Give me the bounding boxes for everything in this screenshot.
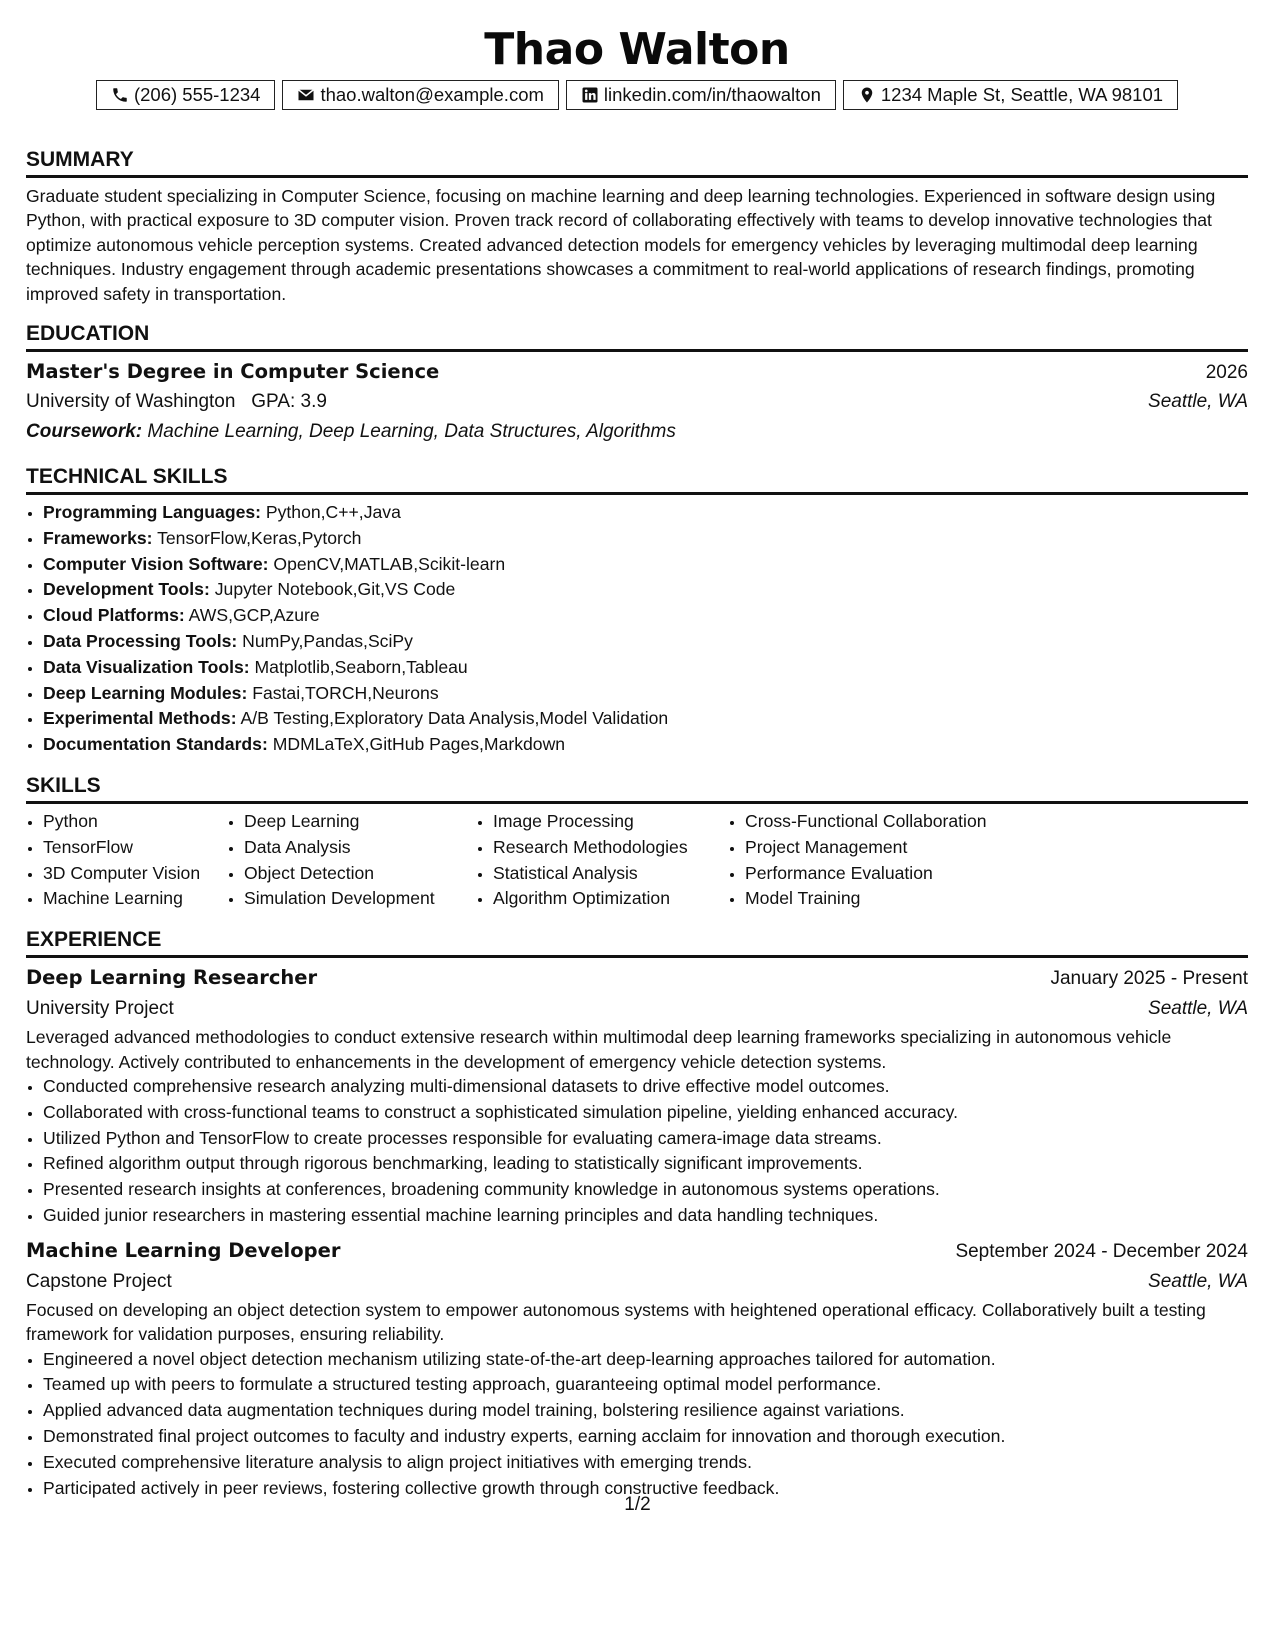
resume-page — [26, 0, 1248, 1501]
experience-section — [26, 928, 1248, 1501]
list-item: • Engineered a novel object detection mechanism utilizing state-of-the-art deep-learning approaches tailored for automation. — [43, 1347, 1248, 1373]
list-item: • Algorithm Optimization — [493, 886, 728, 912]
list-item: • Cross-Functional Collaboration — [745, 809, 1045, 835]
skill-label: Frameworks: — [43, 527, 153, 548]
list-item: • Simulation Development — [244, 886, 476, 912]
job-bullets — [26, 1347, 1248, 1502]
technical-skills-heading: TECHNICAL SKILLS — [26, 465, 1248, 495]
technical-skills-list — [26, 500, 1248, 758]
education-section — [26, 322, 1248, 447]
list-item: • Statistical Analysis — [493, 861, 728, 887]
job-summary: Leveraged advanced methodologies to conduct extensive research within multimodal deep learning frameworks specializing in autonomous vehicle technology. Actively contributed to enhancements in the development of emergency vehicle detection systems. — [26, 1027, 1172, 1072]
email-contact[interactable] — [282, 80, 558, 110]
skill-value: Python,C++,Java — [265, 502, 401, 523]
contact-bar — [26, 80, 1248, 110]
list-item: • Image Processing — [493, 809, 728, 835]
list-item: • Refined algorithm output through rigorous benchmarking, leading to statistically significant improvements. — [43, 1151, 1248, 1177]
list-item: • Object Detection — [244, 861, 476, 887]
skills-heading: SKILLS — [26, 774, 1248, 804]
address-contact[interactable] — [843, 80, 1178, 110]
skill-label: Data Processing Tools: — [43, 631, 238, 652]
skills-column — [227, 809, 476, 912]
map-marker-icon — [858, 86, 876, 104]
job-bullets — [26, 1074, 1248, 1229]
job-title: Deep Learning Researcher — [26, 966, 318, 990]
email-text: thao.walton@example.com — [320, 84, 544, 105]
list-item: • Guided junior researchers in mastering essential machine learning principles and data handling techniques. — [43, 1203, 1248, 1229]
list-item — [43, 577, 1248, 603]
list-item: • Project Management — [745, 835, 1045, 861]
skill-label: Development Tools: — [43, 579, 210, 600]
summary-heading: SUMMARY — [26, 148, 1248, 178]
list-item — [43, 655, 1248, 681]
list-item: • Executed comprehensive literature analysis to align project initiatives with emerging trends. — [43, 1450, 1248, 1476]
candidate-name: Thao Walton — [484, 24, 790, 75]
job-dates: January 2025 - Present — [1050, 968, 1248, 990]
list-item: • Demonstrated final project outcomes to faculty and industry experts, earning acclaim for innovation and thorough execution. — [43, 1424, 1248, 1450]
skill-label: Cloud Platforms: — [43, 605, 185, 626]
job-organization: Capstone Project — [26, 1270, 172, 1292]
skills-grid — [26, 809, 1248, 912]
list-item — [43, 706, 1248, 732]
skills-column — [728, 809, 1045, 912]
address-text: 1234 Maple St, Seattle, WA 98101 — [880, 84, 1164, 105]
list-item: • Collaborated with cross-functional teams to construct a sophisticated simulation pipeline, yielding enhanced accuracy. — [43, 1100, 1248, 1126]
list-item: • Presented research insights at conferences, broadening community knowledge in autonomous systems operations. — [43, 1177, 1248, 1203]
skill-label: Computer Vision Software: — [43, 553, 269, 574]
job-header-row — [26, 1237, 1248, 1266]
linkedin-contact[interactable] — [566, 80, 836, 110]
skill-value: A/B Testing,Exploratory Data Analysis,Model Validation — [240, 708, 669, 729]
job-dates: September 2024 - December 2024 — [955, 1240, 1248, 1262]
school-name: University of Washington — [26, 391, 236, 413]
coursework-label: Coursework: — [26, 421, 143, 443]
degree-title: Master's Degree in Computer Science — [26, 360, 440, 384]
skill-value: AWS,GCP,Azure — [188, 605, 320, 626]
skill-value: MDMLaTeX,GitHub Pages,Markdown — [272, 734, 566, 755]
job-summary: Focused on developing an object detection system to empower autonomous systems with heightened operational efficacy. Collaboratively built a testing framework for validation purposes, ensuring reliability. — [26, 1299, 1206, 1345]
list-item: • Utilized Python and TensorFlow to create processes responsible for evaluating camera-image data streams. — [43, 1126, 1248, 1152]
envelope-icon — [297, 86, 315, 104]
list-item: • Model Training — [745, 886, 1045, 912]
coursework-line — [26, 417, 1248, 447]
graduation-year: 2026 — [1205, 362, 1248, 384]
education-heading: EDUCATION — [26, 322, 1248, 352]
job-org-row — [26, 1266, 1248, 1298]
technical-skills-section — [26, 465, 1248, 758]
skill-label: Experimental Methods: — [43, 708, 237, 729]
phone-text: (206) 555-1234 — [133, 84, 261, 105]
skill-value: NumPy,Pandas,SciPy — [242, 631, 413, 652]
list-item: • Performance Evaluation — [745, 861, 1045, 887]
list-item — [43, 552, 1248, 578]
linkedin-text: linkedin.com/in/thaowalton — [603, 84, 821, 105]
list-item: • Deep Learning — [244, 809, 476, 835]
skill-value: Fastai,TORCH,Neurons — [252, 682, 439, 703]
phone-contact[interactable] — [96, 80, 276, 110]
job-location: Seattle, WA — [1148, 998, 1248, 1020]
list-item — [43, 603, 1248, 629]
education-school-row — [26, 387, 1248, 417]
skill-label: Data Visualization Tools: — [43, 656, 250, 677]
list-item: • 3D Computer Vision — [43, 861, 227, 887]
linkedin-icon — [581, 86, 599, 104]
summary-section — [26, 148, 1248, 306]
list-item: • Research Methodologies — [493, 835, 728, 861]
skill-value: Jupyter Notebook,Git,VS Code — [214, 579, 456, 600]
list-item — [43, 732, 1248, 758]
skills-column — [476, 809, 728, 912]
gpa: GPA: 3.9 — [251, 391, 327, 413]
list-item — [43, 500, 1248, 526]
list-item: • Applied advanced data augmentation techniques during model training, bolstering resilience against variations. — [43, 1398, 1248, 1424]
school-line — [26, 387, 327, 417]
school-location: Seattle, WA — [1148, 391, 1248, 413]
coursework-list: Machine Learning, Deep Learning, Data Structures, Algorithms — [147, 421, 676, 443]
list-item — [43, 526, 1248, 552]
list-item: • Conducted comprehensive research analyzing multi-dimensional datasets to drive effective model outcomes. — [43, 1074, 1248, 1100]
skills-section — [26, 774, 1248, 912]
education-degree-row — [26, 358, 1248, 387]
skill-value: OpenCV,MATLAB,Scikit-learn — [273, 553, 506, 574]
list-item: • TensorFlow — [43, 835, 227, 861]
summary-text: Graduate student specializing in Computer Science, focusing on machine learning and deep learning technologies. Experienced in software design using Python, with practical exposure to 3D computer vision. Proven track record of collaborating effectively with teams to develop innovative technologies that optimize autonomous vehicle perception systems. Created advanced detection models for emergency vehicles by leveraging multimodal deep learning techniques. Industry engagement through academic presentations showcases a commitment to real-world applications of research findings, promoting improved safety in transportation. — [26, 186, 1216, 304]
job-header-row — [26, 964, 1248, 993]
phone-icon — [111, 86, 129, 104]
list-item: • Machine Learning — [43, 886, 227, 912]
job-location: Seattle, WA — [1148, 1270, 1248, 1292]
skill-label: Deep Learning Modules: — [43, 682, 248, 703]
list-item: • Data Analysis — [244, 835, 476, 861]
skills-column — [26, 809, 227, 912]
skill-value: TensorFlow,Keras,Pytorch — [157, 527, 362, 548]
job-title: Machine Learning Developer — [26, 1238, 341, 1262]
list-item: • Teamed up with peers to formulate a structured testing approach, guaranteeing optimal model performance. — [43, 1372, 1248, 1398]
job-entry — [26, 964, 1248, 1229]
job-organization: University Project — [26, 998, 174, 1020]
list-item — [43, 629, 1248, 655]
experience-heading: EXPERIENCE — [26, 928, 1248, 958]
list-item: • Participated actively in peer reviews, fostering collective growth through constructive feedback. — [43, 1476, 1248, 1502]
job-org-row — [26, 993, 1248, 1025]
skill-value: Matplotlib,Seaborn,Tableau — [254, 656, 468, 677]
skill-label: Programming Languages: — [43, 502, 261, 523]
list-item — [43, 681, 1248, 707]
skill-label: Documentation Standards: — [43, 734, 268, 755]
page-number: 1/2 — [624, 1494, 651, 1515]
list-item: • Python — [43, 809, 227, 835]
job-entry — [26, 1237, 1248, 1502]
